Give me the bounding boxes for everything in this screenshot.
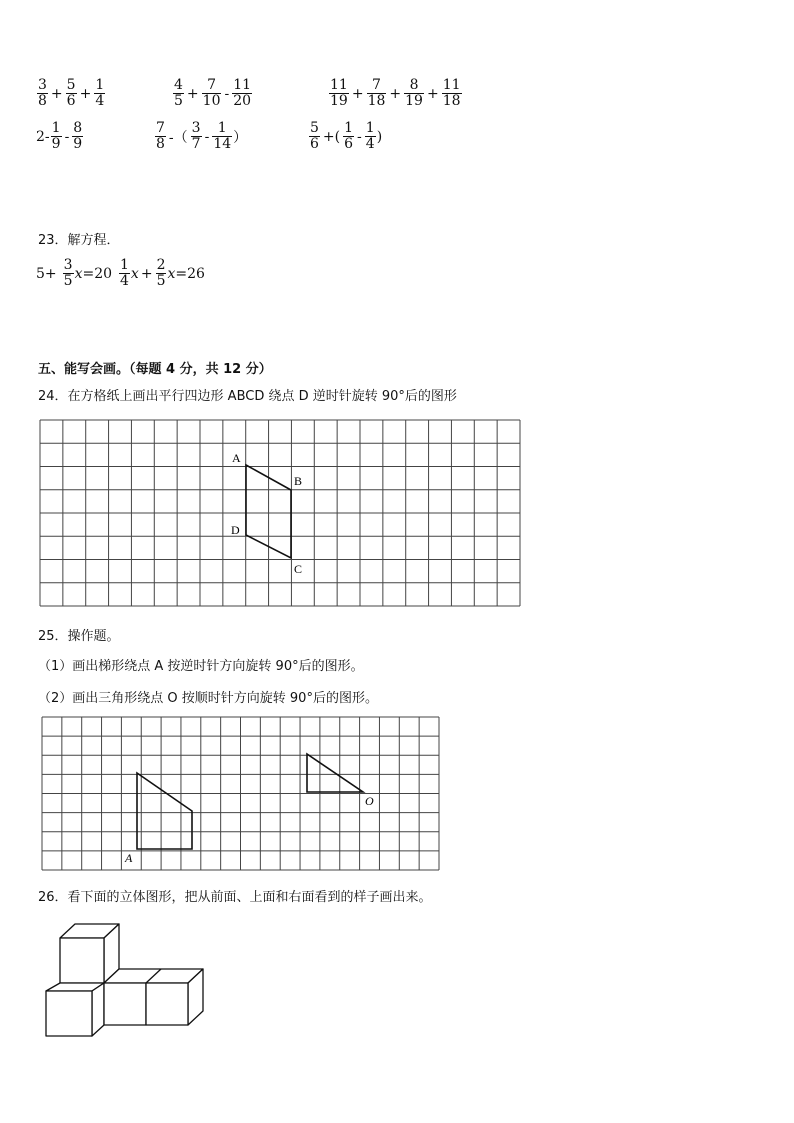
denominator: 5: [174, 93, 183, 109]
q26-title: 26．看下面的立体图形，把从前面、上面和右面看到的样子画出来。: [38, 890, 432, 905]
equation-1: [36, 258, 112, 289]
closing-paren: ）: [233, 129, 248, 146]
q24-grid: [40, 420, 520, 606]
numerator: 8: [409, 77, 419, 93]
denominator: 4: [365, 136, 375, 152]
operator: +: [79, 85, 92, 102]
numerator: 1: [344, 120, 354, 136]
calc-expression-1: [36, 78, 106, 109]
denominator: 5: [63, 273, 73, 289]
vertex-label-c: C: [294, 562, 303, 576]
point-label-o: O: [365, 794, 374, 808]
operator: -: [204, 128, 210, 145]
denominator: 14: [213, 136, 232, 152]
section-5-heading: 五、能写会画。（每题 4 分，共 12 分）: [38, 362, 272, 377]
numerator: 11: [442, 77, 461, 93]
calc-expression-5: [154, 121, 247, 152]
denominator: 5: [156, 273, 166, 289]
cube-front-face: [60, 938, 104, 983]
numerator: 2: [156, 257, 166, 273]
calc-expression-4: [36, 121, 84, 152]
operator: -: [224, 85, 230, 102]
numerator: 3: [38, 77, 47, 93]
right-triangle: [307, 754, 363, 792]
cube-front-face: [46, 991, 92, 1036]
numerator: 11: [330, 77, 348, 93]
operator: +: [50, 85, 63, 102]
denominator: 19: [405, 93, 423, 109]
operator: +: [140, 265, 153, 282]
equation-2: [118, 258, 205, 289]
numerator: 3: [191, 120, 201, 136]
numerator: 1: [95, 77, 105, 93]
numerator: 4: [174, 77, 183, 93]
denominator: 9: [51, 136, 61, 152]
denominator: 7: [191, 136, 201, 152]
numerator: 7: [372, 77, 381, 93]
denominator: 20: [233, 93, 252, 109]
numerator: 1: [217, 120, 227, 136]
q25-grid-figure: [41, 716, 440, 871]
q24-grid-figure: [39, 419, 521, 607]
numerator: 5: [310, 120, 319, 136]
operator: -: [357, 128, 362, 145]
denominator: 8: [156, 136, 165, 152]
denominator: 10: [202, 93, 221, 109]
equation-lead: 5+: [36, 265, 57, 282]
denominator: 19: [330, 93, 348, 109]
cube-solid-figure: [40, 918, 210, 1042]
denominator: 6: [344, 136, 354, 152]
numerator: 1: [120, 257, 129, 273]
operator: +(: [322, 128, 341, 145]
numerator: 7: [207, 77, 217, 93]
denominator: 6: [310, 136, 319, 152]
leading-term: 2-: [36, 128, 50, 145]
operator: -: [64, 128, 70, 145]
numerator: 3: [63, 257, 73, 273]
operator: +: [186, 85, 199, 102]
operator: +: [351, 85, 364, 102]
variable-x: x: [130, 265, 139, 282]
denominator: 18: [442, 93, 461, 109]
q25-grid: [42, 717, 439, 870]
vertex-label-a: A: [232, 451, 241, 465]
cube-front-face: [146, 983, 188, 1025]
numerator: 7: [156, 120, 165, 136]
vertex-label-d: D: [231, 523, 240, 537]
q25-title: 25．操作题。: [38, 629, 120, 644]
denominator: 6: [66, 93, 76, 109]
numerator: 8: [73, 120, 83, 136]
denominator: 18: [367, 93, 386, 109]
calc-expression-6: [308, 121, 382, 152]
variable-x: x: [74, 265, 83, 282]
equation-rhs: =26: [175, 265, 205, 282]
calc-expression-3: [328, 78, 463, 109]
point-label-a: A: [125, 851, 133, 865]
q24-title: 24．在方格纸上画出平行四边形 ABCD 绕点 D 逆时针旋转 90°后的图形: [38, 389, 457, 404]
denominator: 8: [38, 93, 47, 109]
equation-rhs: =20: [82, 265, 113, 282]
q25-sub2: （2）画出三角形绕点 O 按顺时针方向旋转 90°后的图形。: [38, 691, 378, 706]
cube-front-face: [104, 983, 146, 1025]
denominator: 4: [95, 93, 105, 109]
operator: +: [426, 85, 439, 102]
closing-paren: ): [376, 128, 383, 145]
numerator: 1: [365, 120, 375, 136]
q23-title: 23．解方程．: [38, 233, 120, 248]
vertex-label-b: B: [294, 474, 303, 488]
numerator: 5: [66, 77, 76, 93]
calc-expression-2: [172, 78, 253, 109]
variable-x: x: [167, 265, 176, 282]
numerator: 1: [51, 120, 61, 136]
trapezoid: [137, 773, 192, 849]
operator: -（: [168, 129, 188, 146]
q25-sub1: （1）画出梯形绕点 A 按逆时针方向旋转 90°后的图形。: [38, 659, 364, 674]
numerator: 11: [233, 77, 252, 93]
operator: +: [389, 85, 402, 102]
cube-right-face: [92, 983, 104, 1036]
denominator: 9: [73, 136, 83, 152]
denominator: 4: [120, 273, 129, 289]
